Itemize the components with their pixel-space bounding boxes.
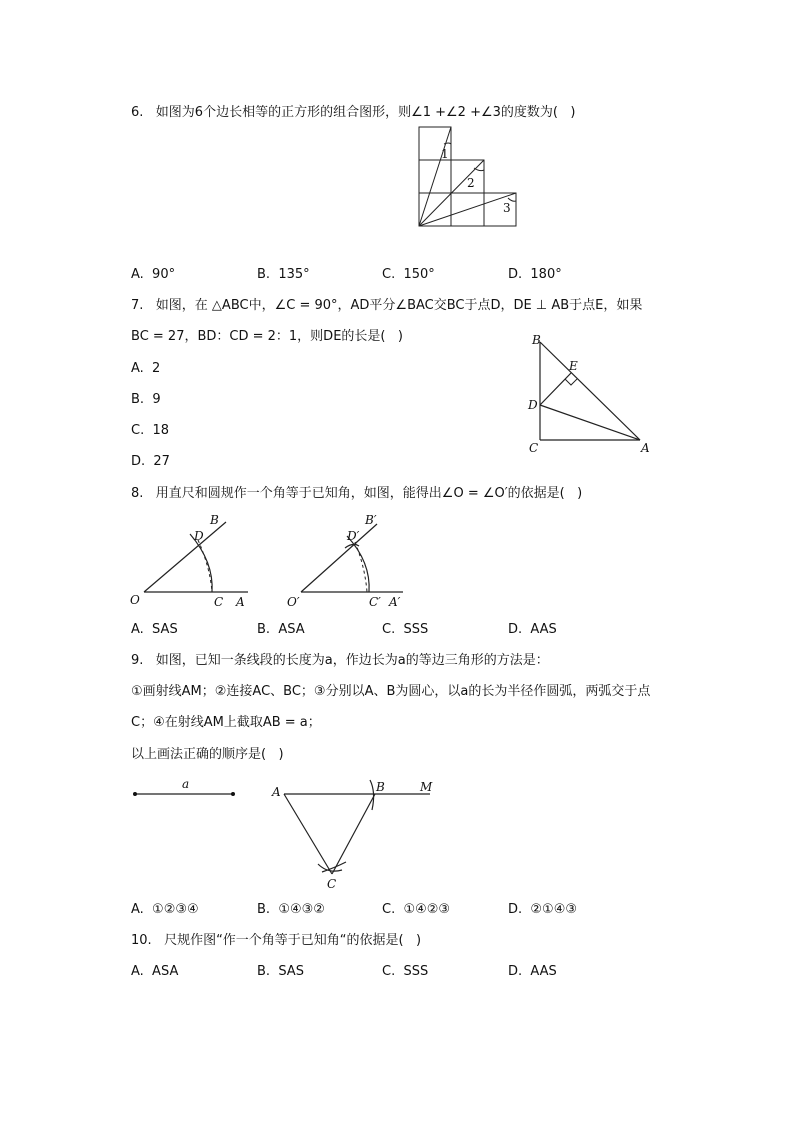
q9-option-d: D. ②①④③ bbox=[508, 902, 578, 917]
q9-stem-line2: ①画射线AM；②连接AC、BC；③分别以A、B为圆心，以a的长为半径作圆弧，两弧交于点 bbox=[131, 684, 651, 699]
q8-option-b: B. ASA bbox=[257, 622, 305, 637]
q6-stem: 6. 如图为6个边长相等的正方形的组合图形，则∠1 +∠2 +∠3的度数为( ) bbox=[131, 105, 576, 120]
q7-label-d: D bbox=[528, 398, 538, 412]
q8-option-c: C. SSS bbox=[382, 622, 429, 637]
q7-stem-line2: BC = 27，BD：CD = 2：1，则DE的长是( ) bbox=[131, 329, 403, 344]
q8-stem: 8. 用直尺和圆规作一个角等于已知角，如图，能得出∠O = ∠O′的依据是( ) bbox=[131, 486, 583, 501]
q7-label-e: E bbox=[569, 359, 578, 373]
q9-stem-line1: 9. 如图，已知一条线段的长度为a，作边长为a的等边三角形的方法是： bbox=[131, 653, 549, 668]
q7-label-c: C bbox=[529, 441, 539, 455]
q6-angle-1-label: 1 bbox=[441, 147, 449, 161]
q7-triangle-figure bbox=[525, 330, 655, 455]
q7-option-d: D. 27 bbox=[131, 454, 170, 469]
q9-label-a-length: a bbox=[182, 777, 190, 791]
q8-left-label-d: D bbox=[194, 529, 204, 543]
q10-option-d: D. AAS bbox=[508, 964, 557, 979]
q8-left-label-a: A bbox=[236, 595, 245, 609]
q8-left-angle-figure bbox=[128, 512, 258, 612]
q9-stem-line3: C；④在射线AM上截取AB = a； bbox=[131, 715, 321, 730]
q9-stem-line4: 以上画法正确的顺序是( ) bbox=[131, 747, 284, 762]
q7-label-a: A bbox=[641, 441, 650, 455]
q8-option-a: A. SAS bbox=[131, 622, 178, 637]
q6-option-b: B. 135° bbox=[257, 267, 310, 282]
q7-stem-line1: 7. 如图，在 △ABC中，∠C = 90°，AD平分∠BAC交BC于点D，DE ⊥ AB于点E，如果 bbox=[131, 298, 643, 313]
q9-triangle-figure bbox=[270, 778, 440, 893]
q8-left-label-c: C bbox=[214, 595, 224, 609]
q8-right-label-a: A′ bbox=[389, 595, 401, 609]
q9-label-C: C bbox=[327, 877, 337, 891]
q10-option-a: A. ASA bbox=[131, 964, 179, 979]
q9-option-a: A. ①②③④ bbox=[131, 902, 199, 917]
q10-option-b: B. SAS bbox=[257, 964, 304, 979]
q9-label-B: B bbox=[376, 780, 385, 794]
q6-angle-2-label: 2 bbox=[467, 176, 475, 190]
q7-option-b: B. 9 bbox=[131, 392, 161, 407]
q6-option-c: C. 150° bbox=[382, 267, 435, 282]
q8-option-d: D. AAS bbox=[508, 622, 557, 637]
q8-right-label-o: O′ bbox=[287, 595, 300, 609]
q6-squares-figure bbox=[418, 126, 518, 228]
q10-option-c: C. SSS bbox=[382, 964, 429, 979]
q7-option-c: C. 18 bbox=[131, 423, 170, 438]
q8-right-label-b: B′ bbox=[365, 513, 377, 527]
q9-option-b: B. ①④③② bbox=[257, 902, 325, 917]
q10-stem: 10. 尺规作图“作一个角等于已知角“的依据是( ) bbox=[131, 933, 422, 948]
q7-option-a: A. 2 bbox=[131, 361, 161, 376]
q8-right-angle-figure bbox=[285, 512, 415, 612]
q6-option-a: A. 90° bbox=[131, 267, 176, 282]
q9-segment-a-figure bbox=[130, 776, 240, 806]
q6-option-d: D. 180° bbox=[508, 267, 562, 282]
q7-label-b: B bbox=[532, 333, 541, 347]
q9-label-A: A bbox=[272, 785, 281, 799]
q9-label-M: M bbox=[420, 780, 433, 794]
q6-angle-3-label: 3 bbox=[503, 201, 511, 215]
q9-option-c: C. ①④②③ bbox=[382, 902, 451, 917]
q8-right-label-d: D′ bbox=[347, 529, 360, 543]
q8-left-label-o: O bbox=[130, 593, 140, 607]
q8-left-label-b: B bbox=[210, 513, 219, 527]
q8-right-label-c: C′ bbox=[369, 595, 381, 609]
